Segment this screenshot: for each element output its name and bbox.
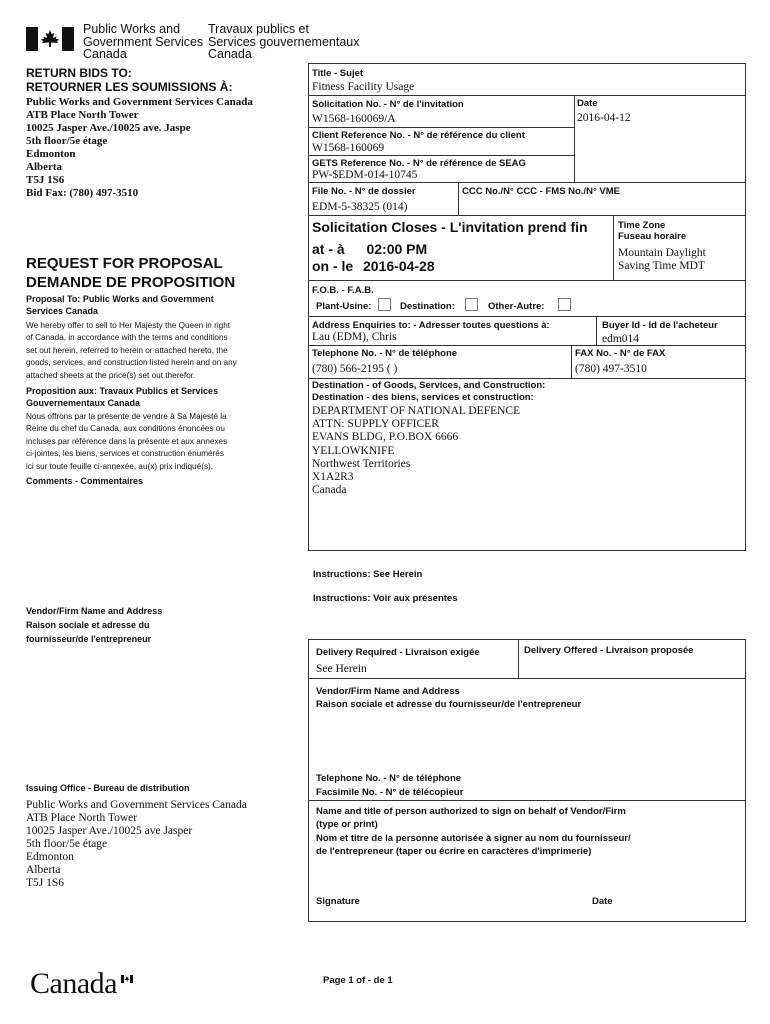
comments-label: Comments - Commentaires [26, 476, 144, 486]
title-value: Fitness Facility Usage [312, 81, 415, 93]
page-number: Page 1 of - de 1 [323, 975, 393, 986]
time-zone-value: Mountain Daylight Saving Time MDT [618, 247, 706, 272]
destination-goods-value: DEPARTMENT OF NATIONAL DEFENCE ATTN: SUPPLY OFFICER EVANS BLDG, P.O.BOX 6666 YELLOWKNIFE Northwest Territories X1A2R3 Canada [312, 405, 521, 497]
address-enquiries-label: Address Enquiries to: - Adresser toutes questions à: [312, 320, 550, 331]
closes-on-row: on - le 2016-04-28 [312, 258, 435, 274]
date-label: Date [577, 98, 598, 109]
vendor-firm-label: Vendor/Firm Name and Address Raison sociale et adresse du fournisseur/de l'entrepreneur [316, 686, 582, 710]
other-checkbox[interactable] [558, 298, 571, 311]
proposal-to-heading: Proposal To: Public Works and Government Services Canada [26, 294, 214, 316]
plant-label: Plant-Usine: [316, 301, 372, 312]
instructions-fr: Instructions: Voir aux présentes [313, 593, 458, 604]
time-zone-label: Time Zone Fuseau horaire [618, 220, 687, 242]
telephone-label: Telephone No. - N° de téléphone [312, 348, 458, 359]
file-no-label: File No. - N° de dossier [312, 186, 416, 197]
proposal-to-body: We hereby offer to sell to Her Majesty the Queen in right of Canada, in accordance with the terms and conditions set out herein, referred to herein or attached hereto, the goods, services, and construction listed herein and on any attached sheets at the price(s) set out therefor. [26, 321, 237, 380]
instructions-en: Instructions: See Herein [313, 569, 423, 580]
client-ref-label: Client Reference No. - N° de référence du client [312, 130, 525, 141]
fax-label: FAX No. - N° de FAX [575, 348, 666, 359]
vendor-left-label: Vendor/Firm Name and Address Raison sociale et adresse du fournisseur/de l'entrepreneur [26, 606, 163, 644]
closes-at-row: at - à 02:00 PM [312, 241, 428, 257]
wordmark-flag-icon [121, 970, 133, 978]
issuing-office-address: Public Works and Government Services Canada ATB Place North Tower 10025 Jasper Ave./10025 ave Jasper 5th floor/5e étage Edmonton Alberta T5J 1S6 [26, 799, 247, 889]
buyer-id-value: edm014 [602, 333, 640, 345]
date-value: 2016-04-12 [577, 112, 631, 124]
title-label: Title - Sujet [312, 68, 364, 79]
signature-label: Signature [316, 896, 360, 907]
destination-goods-label: Destination - of Goods, Services, and Construction: Destination - des biens, services et construction: [312, 380, 546, 403]
proposition-aux-heading: Proposition aux: Travaux Publics et Services Gouvernementaux Canada [26, 386, 219, 408]
delivery-offered-label: Delivery Offered - Livraison proposée [524, 645, 694, 656]
org-name-fr: Travaux publics et Services gouvernementaux Canada [208, 22, 360, 61]
org-name-en: Public Works and Government Services Canada [83, 22, 204, 61]
proposition-aux-body: Nous offrons par la présente de vendre à Sa Majesté la Reine du chef du Canada, aux conditions énoncées ou incluses par référence dans la présente et aux annexes ci-jointes, les biens, services et construction énumérés ici sur toute feuille ci-annexée, au(x) prix indiqué(s). [26, 412, 228, 471]
destination-checkbox[interactable] [465, 298, 478, 311]
delivery-required-value: See Herein [316, 663, 367, 675]
other-label: Other-Autre: [488, 301, 545, 312]
client-ref-value: W1568-160069 [312, 142, 385, 154]
fob-label: F.O.B. - F.A.B. [312, 285, 374, 296]
plant-checkbox[interactable] [378, 298, 391, 311]
signature-date-label: Date [592, 896, 613, 907]
request-title: REQUEST FOR PROPOSAL DEMANDE DE PROPOSITION [26, 255, 236, 291]
gets-ref-label: GETS Reference No. - N° de référence de SEAG [312, 158, 526, 169]
canada-flag-icon [26, 27, 74, 51]
fax-value: (780) 497-3510 [575, 363, 647, 375]
address-enquiries-value: Lau (EDM), Chris [312, 331, 397, 343]
delivery-required-label: Delivery Required - Livraison exigée [316, 647, 480, 658]
issuing-office-label: Issuing Office - Bureau de distribution [26, 783, 190, 793]
closes-date: 2016-04-28 [363, 258, 435, 274]
authorized-person-label: Name and title of person authorized to sign on behalf of Vendor/Firm (type or print) Nom et titre de la personne autorisée à signer au nom du fournisseur/ de l'entrepreneur (taper ou écrire en caractères d'imprimerie) [316, 806, 631, 858]
destination-label: Destination: [400, 301, 455, 312]
ccc-no-label: CCC No./N° CCC - FMS No./N° VME [462, 186, 621, 197]
file-no-value: EDM-5-38325 (014) [312, 201, 408, 213]
solicitation-no-value: W1568-160069/A [312, 113, 396, 125]
vendor-phone-label: Telephone No. - N° de téléphone Facsimile No. - N° de télécopieur [316, 773, 464, 798]
telephone-value: (780) 566-2195 ( ) [312, 363, 398, 375]
canada-wordmark: Canada [30, 967, 117, 1000]
closes-time: 02:00 PM [366, 241, 428, 257]
solicitation-closes-title: Solicitation Closes - L'invitation prend fin [312, 219, 588, 235]
return-bids-address: Public Works and Government Services Canada ATB Place North Tower 10025 Jasper Ave./10025 ave. Jaspe 5th floor/5e étage Edmonton Alberta T5J 1S6 Bid Fax: (780) 497-3510 [26, 96, 253, 199]
solicitation-no-label: Solicitation No. - N° de l'invitation [312, 99, 464, 110]
buyer-id-label: Buyer Id - Id de l'acheteur [602, 320, 718, 331]
gets-ref-value: PW-$EDM-014-10745 [312, 169, 418, 181]
return-bids-title: RETURN BIDS TO: RETOURNER LES SOUMISSIONS À: [26, 66, 233, 94]
